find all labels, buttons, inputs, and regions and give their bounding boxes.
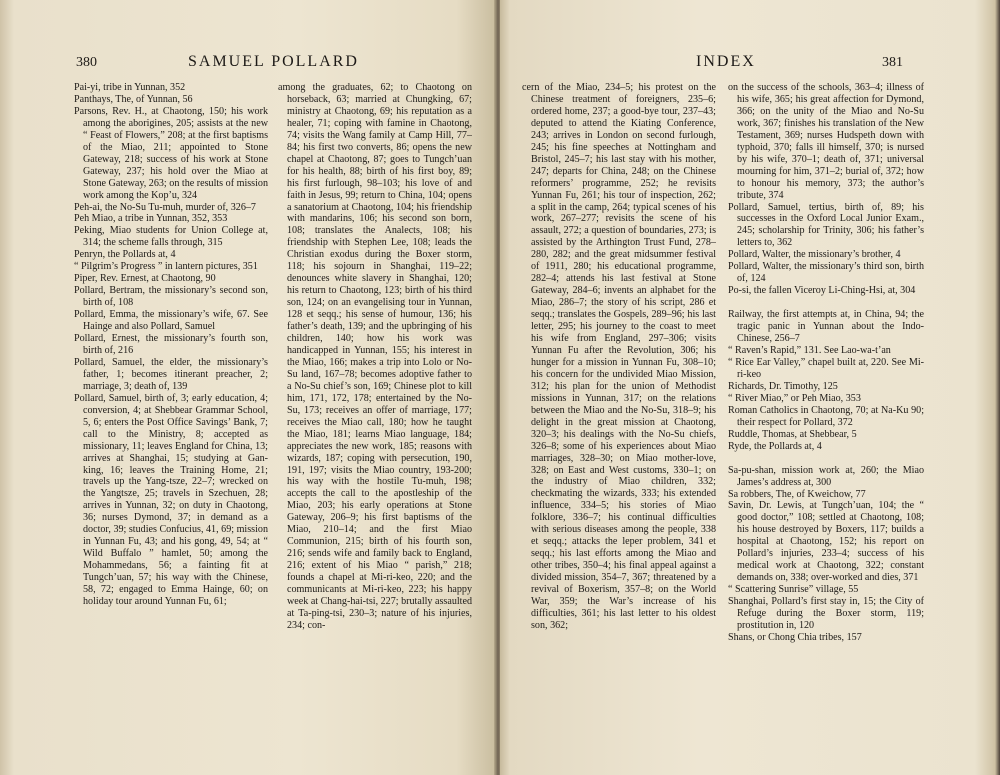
index-entry: Savin, Dr. Lewis, at Tungch’uan, 104; the “ good doctor,” 108; settled at Chaotong, 108; his house destroyed by Boxers, 117; builds a hospital at Chaotong, 152; his report on Pollard’s injuries, 233–4; success of his medical work at Chaotong, 322; constant demands on, 338; over-worked and dies, 371 [728,500,924,584]
left-page [0,0,496,775]
entry-gap [728,453,924,465]
index-entry: Pai-yi, tribe in Yunnan, 352 [74,82,186,93]
index-entry: Pollard, Samuel, birth of, 3; early education, 4; conversion, 4; at Shebbear Grammar School, 5, 6; enters the Post Office Savings’ Bank, 7; call to the Ministry, 8; accepted as missionary, 11; leaves England for China, 13; arrives at Shanghai, 15; studying at Gan-king, 16; leaves the Training Home, 21; travels up the Yang-tsze, 22–7; wrecked on the Yangtsze, 25; travels in Szechuen, 28; arrives in Yunnan, 32; on duty in Chaotong, 36; nurses Dymond, 37; in demand as a doctor, 39; studies Confucius, 41, 69; mission in Yunnan Fu, 43; and his gong, 49, 54; at “ Wild Buffalo ” hamlet, 50; among the Mohammedans, 56; a fainting fit at Tungch’uan, 57; his way with the Chinese, 58, 72; engaged to Emma Hainge, 60; on holiday tour around Yunnan Fu, 61; [74,392,268,607]
running-title-right: INDEX [696,53,756,70]
index-entry: Po-si, the fallen Viceroy Li-Ching-Hsi, at, 304 [728,285,916,297]
index-entry: Peh Miao, a tribe in Yunnan, 352, 353 [74,213,228,225]
index-entry: “ Rice Ear Valley,” chapel built at, 220. See Mi-ri-keo [728,356,924,380]
right-page [500,0,1000,775]
index-entry: Sa-pu-shan, mission work at, 260; the Miao James’s address at, 300 [728,464,924,488]
index-entry: Pollard, Walter, the missionary’s third son, birth of, 124 [728,261,924,285]
index-entry: Peking, Miao students for Union College at, 314; the scheme falls through, 315 [74,225,268,249]
index-entry: Parsons, Rev. H., at Chaotong, 150; his work among the aborigines, 205; assists at the new “ Feast of Flowers,” 208; at the first baptisms of the Miao, 211; appointed to Stone Gateway, 218; success of his work at Stone Gateway, 237; his hold over the Miao at Stone Gateway, 263; on the results of mission work among the Kop’u, 324 [74,105,268,201]
index-entry: cern of the Miao, 234–5; his protest on the Chinese treatment of foreigners, 235–6; ordered home, 237; a good-bye tour, 237–43; deputed to attend the Kiating Conference, 243; arrives in London on second furlough, 245; his fine speeches at Nottingham and Bristol, 245–7; his last stay with his mother, 247; departs for China, 248; on the Chinese reformers’ programme, 252; he revisits Yunnan Fu, 261; his tour of inspection, 262; a split in the camp, 264; typical scenes of his work, 267–277; revisits the scene of his assault, 272; a question of boundaries, 273; is assisted by the Arthington Trust Fund, 278–280, 282; and the great midsummer festival of 1911, 280; his educational programme, 282–4; attends his last festival at Stone Gateway, 284–6; invents an alphabet for the Miao, 286–7; the story of his script, 286 et seqq.; translates the Gospels, 289–96; his last letter, 295; his journey to the coast to meet his wife from England, 297–306; visits Yunnan Fu after the Revolution, 306; his hunger for a mission in Yunnan Fu, 308–10; his concern for the undivided Miao Mission, 312; his plan for the union of Methodist missions in Yunnan, 317; on the relations between the Miao and the No-Su, 318–9; his delight in the great mission at Chaotong, 320–3; his dealings with the No-Su chiefs, 326–8; some of his experiences about Miao marriages, 328–30; on Miao mother-love, 328; on East and West customs, 330–1; on the industry of Miao children, 332; checkmating the wizards, 333; his extended influence, 334–5; his stories of Miao folklore, 336–7; his continual difficulties with serious diseases among the people, 338 et seqq.; attacks the leper problem, 341 et seqq.; his last efforts among the Miao and other tribes, 350–4; his final appeal against a divided mission, 354–7, 367; threatened by a revival of Boxerism, 357–8; on the World War, 359; the War’s increase of his difficulties, 361; his last letter to his oldest son, 362; [522,82,716,631]
index-entry: Richards, Dr. Timothy, 125 [728,380,838,392]
index-entry: “ Raven’s Rapid,” 131. See Lao-wa-t’an [728,345,891,357]
index-column-right-1 [522,82,716,762]
index-entry: Piper, Rev. Ernest, at Chaotong, 90 [74,273,216,285]
index-entry: on the success of the schools, 363–4; illness of his wife, 365; his great affection for Dymond, 366; on the unity of the Miao and No-Su work, 367; finishes his translation of the New Testament, 369; nurses Hudspeth down with typhoid, 370; falls ill himself, 370; is nursed by his wife, 370–1; death of, 371; universal mourning for him, 371–2; burial of, 372; how to honour his memory, 373; the author’s tribute, 374 [728,82,924,201]
page-number-right: 381 [882,55,903,70]
index-entry: Panthays, The, of Yunnan, 56 [74,93,193,105]
index-entry: among the graduates, 62; to Chaotong on horseback, 63; married at Chungking, 67; ministry at Chaotong, 69; his reputation as a healer, 71; coping with famine in Chaotong, 74; visits the Wang family at Camp Hill, 77–84; his first two converts, 86; opens the new chapel at Chaotong, 87; goes to Tungch’uan for his health, 88; birth of his first boy, 89; his first furlough, 98–103; his love of and faith in Jesus, 99; return to China, 104; opens a sanatorium at Chaotong, 104; his friendship with mandarins, 106; his second son born, 108; translates the Analects, 108; his friendship with Stephen Lee, 108; leads the Christian exodus during the Boxer storm, 118; his sojourn in Shanghai, 119–22; denounces white slavery in Shanghai, 120; his return to Chaotong, 123; birth of his third son, 124; on an evangelising tour in Yunnan, 128 et seqq.; his sense of humour, 136; his father’s death, 139; and the upbringing of his children, 140; how his work was handicapped in Yunnan, 155; his interest in the Miao, 166; makes a trip into Lolo or No-Su land, 167–78; becomes adoptive father to a No-Su chief’s son, 169; Chinese plot to kill him, 171, 172, 178; entertained by the No-Su, 173; receives an offer of marriage, 177; receives the Miao call, 180; how he taught the Miao, 181; learns Miao language, 184; appreciates the new work, 185; reasons with wizards, 187; coping with persecution, 190, 191, 197; visits the Miao country, 193-200; his way with the hostile Tu-muh, 198; accepts the call to the apostleship of the Miao, 203; his early operations at Stone Gateway, 206–9; his first baptisms of the Miao, 210–14; and the first Miao Communion, 215; birth of his fourth son, 216; sends wife and family back to England, 216; extent of his Miao “ parish,” 218; founds a chapel at Mi-ri-keo, 220; and the communicants at Mi-ri-keo, 223; his happy week at Chang-hai-tsi, 227; brutally assaulted at Ta-ping-tsi, 230–3; nature of his injuries, 234; con- [278,82,472,631]
index-column-left-2 [278,82,472,762]
index-entry: Ruddle, Thomas, at Shebbear, 5 [728,428,857,440]
index-entry: Pollard, Bertram, the missionary’s second son, birth of, 108 [74,285,268,309]
index-entry: Pollard, Samuel, the elder, the missionary’s father, 1; becomes itinerant preacher, 2; marriage, 3; death of, 139 [74,356,268,392]
index-entry: “ River Miao,” or Peh Miao, 353 [728,392,861,404]
index-entry: Shans, or Chong Chia tribes, 157 [728,631,862,643]
index-entry: Sa robbers, The, of Kweichow, 77 [728,488,866,500]
index-entry: Pollard, Walter, the missionary’s brother, 4 [728,249,901,261]
index-entry: Ryde, the Pollards at, 4 [728,440,822,452]
running-title-left: SAMUEL POLLARD [188,53,359,70]
index-entry: Shanghai, Pollard’s first stay in, 15; the City of Refuge during the Boxer storm, 119; prostitution in, 120 [728,596,924,631]
index-entry: “ Pilgrim’s Progress ” in lantern pictures, 351 [74,261,258,273]
index-entry: Pollard, Samuel, tertius, birth of, 89; his successes in the Oxford Local Junior Exam., 245; scholarship for Trinity, 306; his father’s letters to, 362 [728,201,924,249]
page-number-left: 380 [76,55,97,70]
index-column-right-2 [728,82,924,762]
entry-gap [728,297,924,309]
index-column-left-1 [74,82,268,762]
index-entry: Peh-ai, the No-Su Tu-muh, murder of, 326–7 [74,201,256,213]
index-entry: Penryn, the Pollards at, 4 [74,249,176,261]
index-entry: Roman Catholics in Chaotong, 70; at Na-Ku 90; their respect for Pollard, 372 [728,404,924,428]
index-entry: Pollard, Ernest, the missionary’s fourth son, birth of, 216 [74,333,268,356]
index-entry: Railway, the first attempts at, in China, 94; the tragic panic in Yunnan about the Indo-Chinese, 256–7 [728,309,924,345]
index-entry: “ Scattering Sunrise” village, 55 [728,584,859,596]
index-entry: Pollard, Emma, the missionary’s wife, 67. See Hainge and also Pollard, Samuel [74,309,268,333]
